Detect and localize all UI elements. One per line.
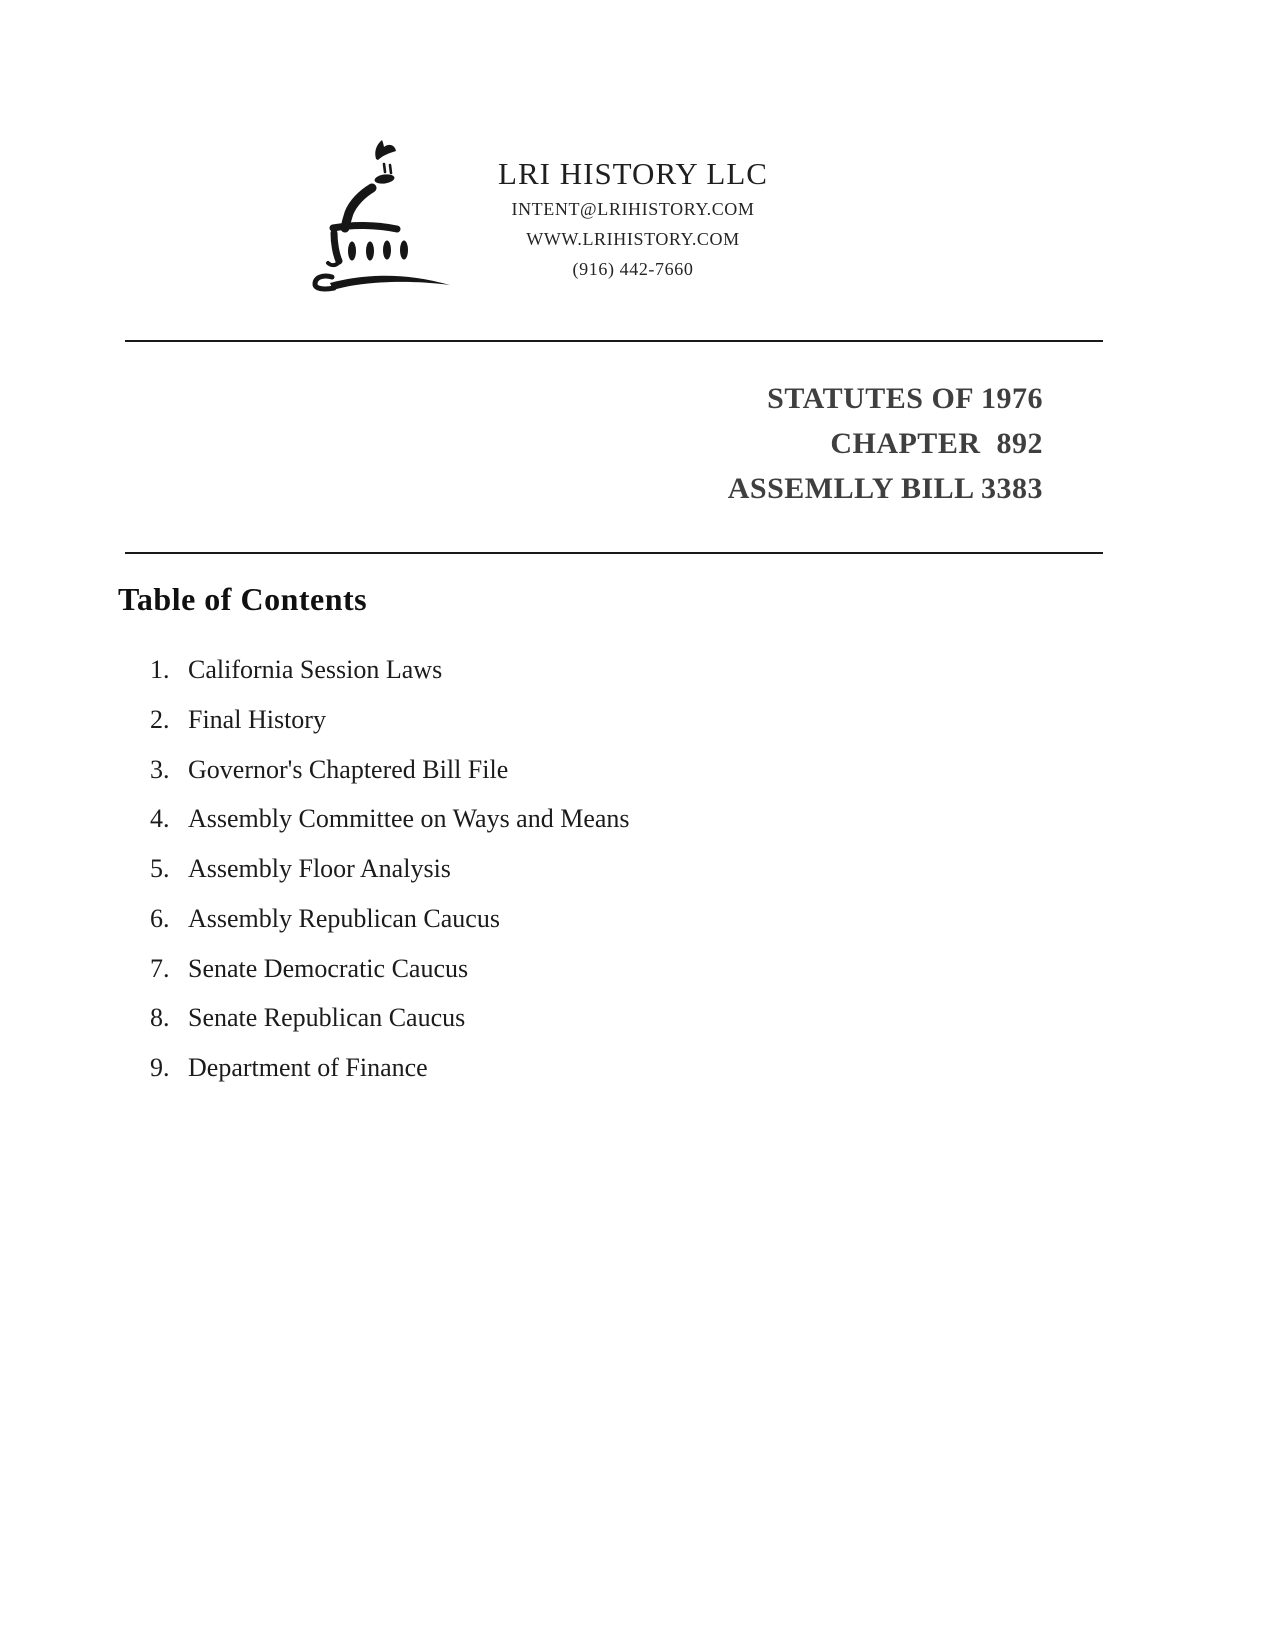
toc-item-number: 1.: [150, 655, 170, 684]
toc-item: [150, 745, 1050, 795]
divider-middle: [125, 552, 1103, 554]
toc-item-label: Department of Finance: [188, 1053, 428, 1082]
toc-item: [150, 993, 1050, 1043]
toc-item-number: 5.: [150, 854, 170, 883]
company-email: INTENT@LRIHISTORY.COM: [511, 199, 755, 219]
toc-item: [150, 794, 1050, 844]
toc-item-label: Assembly Committee on Ways and Means: [188, 804, 630, 834]
toc-item-label: Senate Republican Caucus: [188, 1003, 466, 1033]
toc-item-number: 8.: [150, 1003, 170, 1033]
toc-item-number: 3.: [150, 754, 170, 784]
toc-item-label: Governor's Chaptered Bill File: [188, 754, 509, 784]
toc-item: [150, 695, 1050, 745]
toc-title: Table of Contents: [118, 581, 368, 617]
toc-item-number: 9.: [150, 1053, 170, 1082]
company-phone: (916) 442-7660: [572, 259, 694, 279]
company-website: WWW.LRIHISTORY.COM: [526, 229, 740, 249]
statute-line-chapter: CHAPTER 892: [830, 427, 1043, 460]
toc-list: [150, 645, 1050, 1093]
toc-item-number: 4.: [150, 804, 170, 834]
statute-line-bill: ASSEMLLY BILL 3383: [727, 472, 1043, 505]
toc-item: [150, 1043, 1050, 1093]
toc-item-number: 2.: [150, 704, 170, 734]
statute-heading-block: [728, 376, 1043, 511]
toc-item: [150, 944, 1050, 994]
toc-item-label: Assembly Floor Analysis: [188, 854, 451, 883]
toc-item: [150, 844, 1050, 894]
company-name: LRI HISTORY LLC: [498, 156, 768, 191]
toc-item-label: Final History: [188, 704, 326, 734]
toc-item-label: California Session Laws: [188, 655, 443, 684]
company-header: [433, 154, 833, 284]
toc-item: [150, 894, 1050, 944]
toc-item: [150, 645, 1050, 695]
toc-item-label: Assembly Republican Caucus: [188, 903, 500, 933]
toc-item-label: Senate Democratic Caucus: [188, 953, 469, 983]
statute-line-year: STATUTES OF 1976: [767, 382, 1043, 415]
toc-item-number: 6.: [150, 903, 170, 933]
toc-item-number: 7.: [150, 953, 170, 983]
divider-top: [125, 340, 1103, 342]
